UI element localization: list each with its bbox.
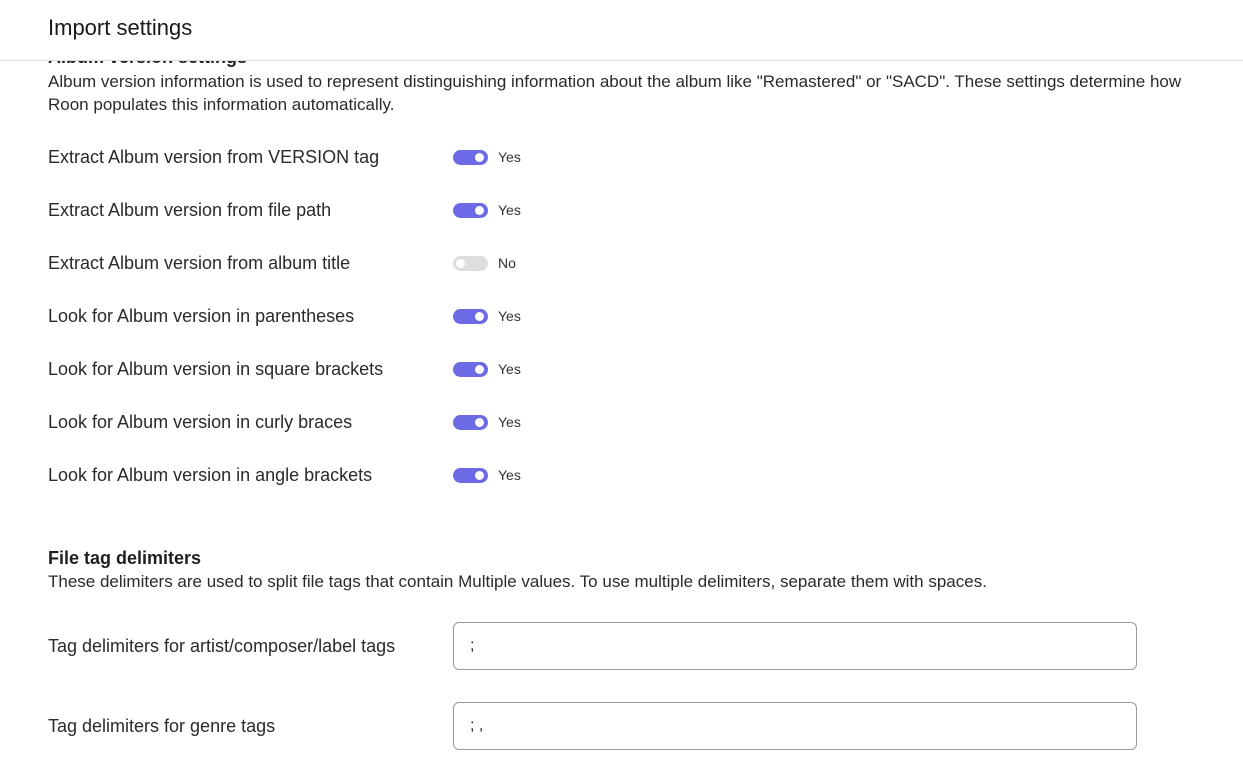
toggle-knob [475, 312, 484, 321]
artist-delimiters-row [48, 622, 1148, 672]
toggle-state: Yes [498, 361, 521, 377]
setting-label: Extract Album version from VERSION tag [48, 147, 380, 167]
toggle-state: Yes [498, 414, 521, 430]
parentheses-toggle[interactable] [453, 309, 488, 324]
file-path-toggle[interactable] [453, 203, 488, 218]
toggle-knob [475, 153, 484, 162]
setting-row-album-title [48, 249, 648, 277]
genre-delimiters-input[interactable] [453, 702, 1137, 750]
setting-row-square-brackets [48, 355, 648, 383]
artist-delimiters-input[interactable] [453, 622, 1137, 670]
toggle-state: Yes [498, 202, 521, 218]
toggle-state: Yes [498, 149, 521, 165]
setting-row-version-tag [48, 143, 648, 171]
setting-row-angle-brackets [48, 461, 648, 489]
curly-braces-toggle[interactable] [453, 415, 488, 430]
delimiters-description: These delimiters are used to split file tags that contain Multiple values. To use multiple delimiters, separate them with spaces. [48, 572, 987, 591]
setting-label: Extract Album version from album title [48, 253, 351, 273]
version-tag-toggle[interactable] [453, 150, 488, 165]
album-version-description: Album version information is used to represent distinguishing information about the album like "Remastered" or "SACD". These settings determine how Roon populates this information automatically. [48, 72, 1182, 114]
toggle-knob [475, 365, 484, 374]
setting-label: Extract Album version from file path [48, 200, 332, 220]
setting-row-file-path [48, 196, 648, 224]
toggle-knob [475, 418, 484, 427]
setting-label: Look for Album version in square brackets [48, 359, 384, 379]
setting-row-curly-braces [48, 408, 648, 436]
toggle-state: No [498, 255, 516, 271]
setting-label: Look for Album version in curly braces [48, 412, 353, 432]
angle-brackets-toggle[interactable] [453, 468, 488, 483]
toggle-state: Yes [498, 467, 521, 483]
toggle-state: Yes [498, 308, 521, 324]
input-label: Tag delimiters for genre tags [48, 716, 276, 736]
toggle-knob [456, 259, 465, 268]
input-label: Tag delimiters for artist/composer/label tags [48, 636, 396, 656]
setting-label: Look for Album version in parentheses [48, 306, 355, 326]
setting-label: Look for Album version in angle brackets [48, 465, 373, 485]
genre-delimiters-row [48, 702, 1148, 752]
setting-row-parentheses [48, 302, 648, 330]
page-header [0, 0, 1243, 61]
delimiters-heading: File tag delimiters [48, 548, 202, 568]
album-title-toggle[interactable] [453, 256, 488, 271]
page-title: Import settings [48, 15, 193, 40]
toggle-knob [475, 206, 484, 215]
toggle-knob [475, 471, 484, 480]
square-brackets-toggle[interactable] [453, 362, 488, 377]
settings-content[interactable] [0, 61, 1243, 771]
